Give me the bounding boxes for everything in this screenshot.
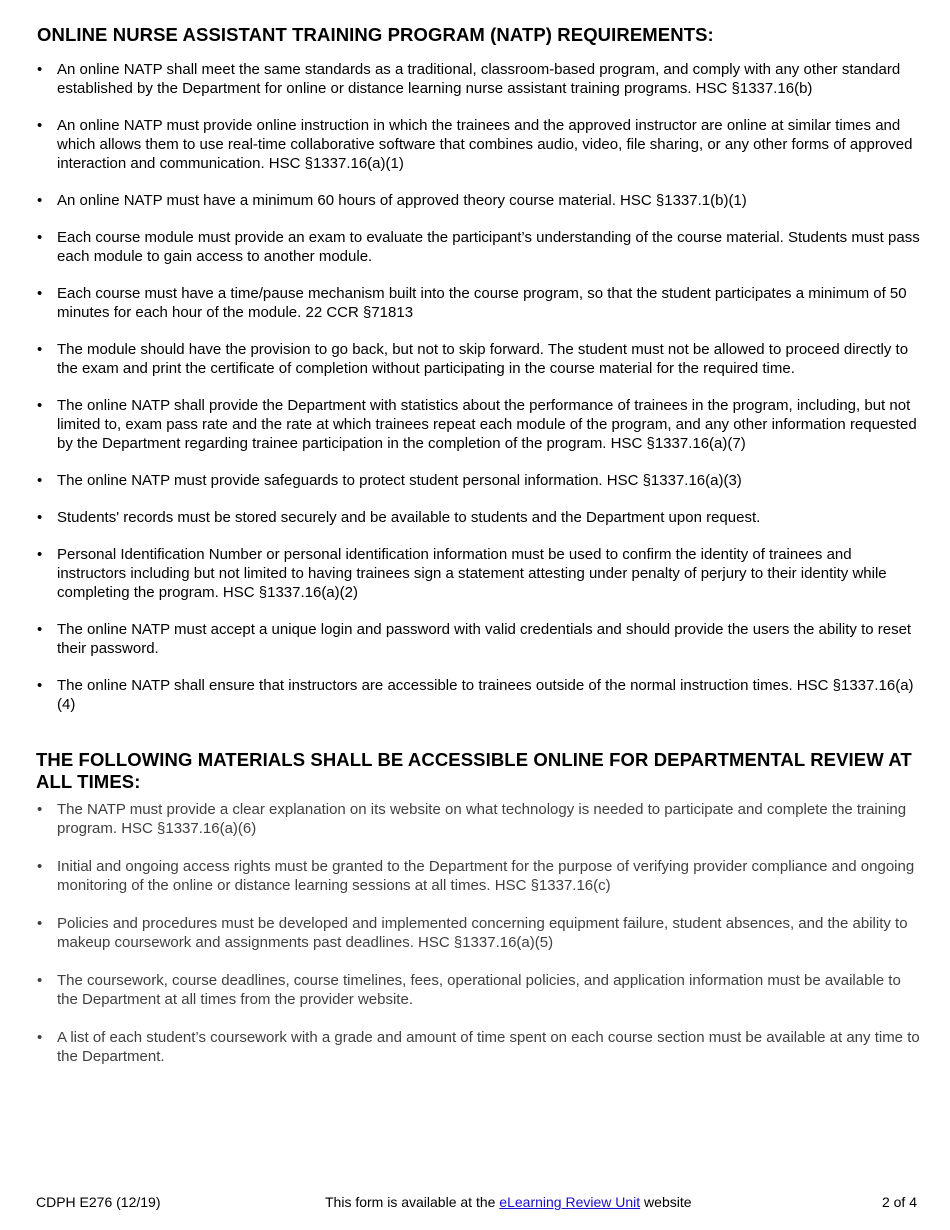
elearning-review-unit-link[interactable]: eLearning Review Unit [499,1194,641,1210]
list-item [36,620,922,658]
bullet-icon: • [37,285,43,302]
list-item-text: Students' records must be stored securely and be available to students and the Department upon request. [57,509,761,526]
list-item-text: Initial and ongoing access rights must be granted to the Department for the purpose of verifying provider compliance and ongoing monitoring of the online or distance learning sessions at all times. HSC §1337.16(c) [57,858,915,894]
form-id: CDPH E276 (12/19) [36,1194,161,1210]
list-item [36,228,922,266]
list-item-text: Policies and procedures must be developed and implemented concerning equipment failure, student absences, and the ability to makeup coursework and assignments past deadlines. HSC §1337.16(a)(5) [57,915,908,951]
bullet-icon: • [37,546,43,563]
section-heading-natp-requirements: ONLINE NURSE ASSISTANT TRAINING PROGRAM (NATP) REQUIREMENTS: [37,24,714,45]
list-item [36,971,922,1009]
list-item-text: Personal Identification Number or personal identification information must be used to confirm the identity of trainees and instructors including but not limited to having trainees sign a statement attesting under penalty of perjury to their identity while completing the program. HSC §1337.16(a)(2) [57,546,887,601]
bullet-icon: • [37,801,43,818]
bullet-icon: • [37,229,43,246]
availability-note [325,1193,692,1212]
list-item-text: The online NATP shall ensure that instructors are accessible to trainees outside of the normal instruction times. HSC §1337.16(a)(4) [57,677,914,713]
bullet-icon: • [37,192,43,209]
bullet-icon: • [37,915,43,932]
bullet-icon: • [37,858,43,875]
list-item-text: An online NATP must provide online instruction in which the trainees and the approved instructor are online at similar times and which allows them to use real-time collaborative software that combines audio, video, file sharing, or any other forms of approved interaction and communication. HSC §1337.16(a)(1) [57,117,913,172]
list-item [36,471,922,490]
list-item [36,1028,922,1066]
bullet-icon: • [37,117,43,134]
list-item [36,116,922,173]
list-item [36,396,922,453]
list-item-text: An online NATP shall meet the same standards as a traditional, classroom-based program, and comply with any other standard established by the Department for online or distance learning nurse assistant training programs. HSC §1337.16(b) [57,61,901,97]
list-item-text: The coursework, course deadlines, course timelines, fees, operational policies, and application information must be available to the Department at all times from the provider website. [57,972,901,1008]
list-item [36,545,922,602]
departmental-review-list [36,800,922,1085]
list-item-text: The module should have the provision to go back, but not to skip forward. The student must not be allowed to proceed directly to the exam and print the certificate of completion without participating in the course material for the required time. [57,341,909,377]
availability-suffix: website [640,1194,692,1210]
bullet-icon: • [37,61,43,78]
bullet-icon: • [37,677,43,694]
list-item-text: The online NATP must provide safeguards to protect student personal information. HSC §1337.16(a)(3) [57,472,742,489]
list-item-text: The NATP must provide a clear explanation on its website on what technology is needed to participate and complete the training program. HSC §1337.16(a)(6) [57,801,907,837]
list-item-text: Each course module must provide an exam to evaluate the participant’s understanding of the course material. Students must pass each module to gain access to another module. [57,229,920,265]
bullet-icon: • [37,472,43,489]
bullet-icon: • [37,972,43,989]
page-number: 2 of 4 [881,1194,917,1210]
bullet-icon: • [37,397,43,414]
list-item-text: A list of each student’s coursework with a grade and amount of time spent on each course section must be available at any time to the Department. [57,1029,920,1065]
section-heading-departmental-review: THE FOLLOWING MATERIALS SHALL BE ACCESSIBLE ONLINE FOR DEPARTMENTAL REVIEW AT ALL TIMES: [36,749,912,792]
list-item [36,676,922,714]
list-item [36,284,922,322]
availability-prefix: This form is available at the [325,1194,500,1210]
list-item-text: Each course must have a time/pause mechanism built into the course program, so that the student participates a minimum of 50 minutes for each hour of the module. 22 CCR §71813 [57,285,907,321]
bullet-icon: • [37,509,43,526]
list-item-text: An online NATP must have a minimum 60 hours of approved theory course material. HSC §1337.1(b)(1) [57,192,747,209]
list-item-text: The online NATP shall provide the Department with statistics about the performance of trainees in the program, including, but not limited to, exam pass rate and the rate at which trainees repeat each module of the program, and any other information requested by the Department regarding trainee participation in the completion of the program. HSC §1337.16(a)(7) [57,397,917,452]
list-item-text: The online NATP must accept a unique login and password with valid credentials and should provide the users the ability to reset their password. [57,621,912,657]
list-item [36,60,922,98]
list-item [36,508,922,527]
list-item [36,800,922,838]
list-item [36,914,922,952]
natp-requirements-list [36,60,922,732]
list-item [36,191,922,210]
list-item [36,857,922,895]
bullet-icon: • [37,621,43,638]
list-item [36,340,922,378]
bullet-icon: • [37,341,43,358]
bullet-icon: • [37,1029,43,1046]
page-footer [36,1193,917,1213]
